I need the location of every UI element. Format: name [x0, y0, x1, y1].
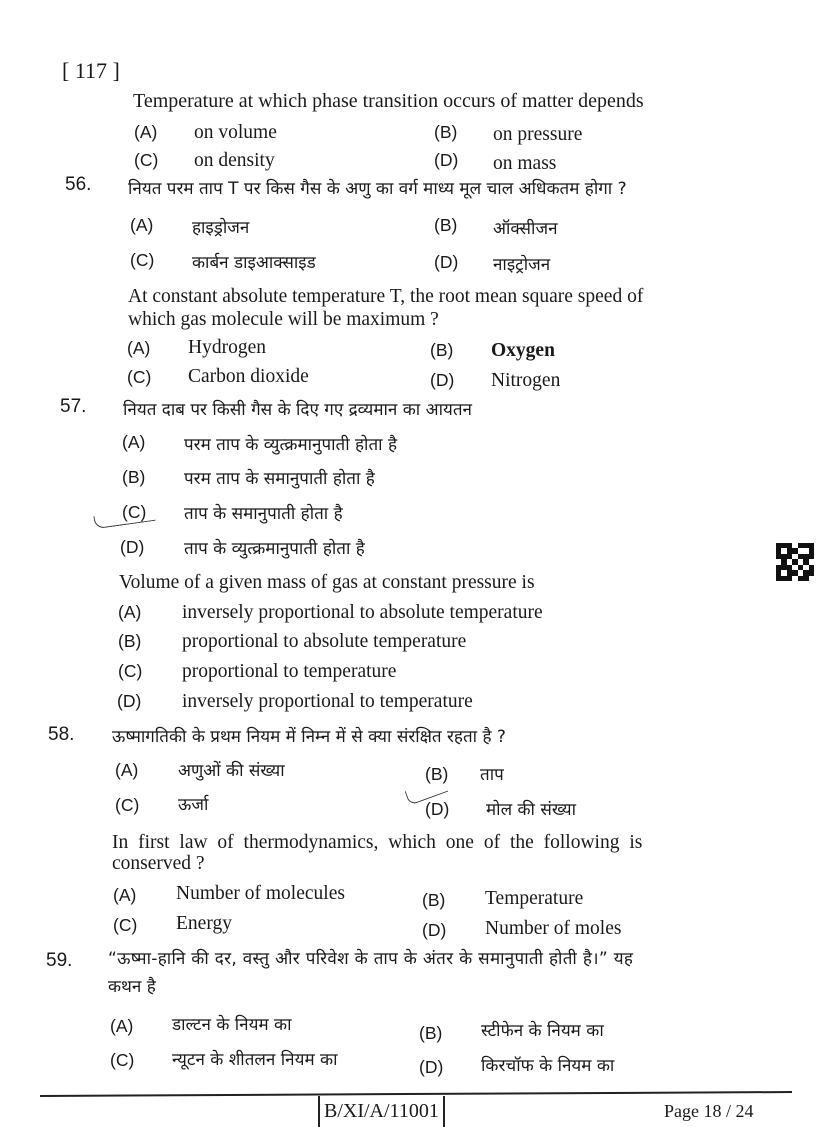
option-text: Number of moles — [485, 918, 622, 939]
option-label: (A) — [127, 338, 151, 358]
option-text: कार्बन डाइआक्साइड — [192, 253, 316, 273]
option-label: (B) — [430, 340, 454, 360]
qr-code — [776, 543, 814, 581]
option-text: proportional to absolute temperature — [182, 631, 467, 652]
option-text: Carbon dioxide — [188, 366, 309, 387]
option-text: Energy — [176, 913, 232, 934]
question-text-english: conserved ? — [112, 853, 205, 874]
option-label: (D) — [419, 1057, 444, 1077]
option-label: (B) — [118, 631, 142, 651]
option-text: स्टीफेन के नियम का — [481, 1021, 604, 1041]
option-text: ताप के समानुपाती होता है — [184, 504, 343, 524]
option-text: मोल की संख्या — [486, 800, 577, 820]
option-label: (A) — [130, 215, 154, 235]
question-text: Temperature at which phase transition occurs of matter depends — [133, 90, 644, 112]
option-label: (D) — [425, 799, 450, 819]
question-number: 56. — [65, 174, 92, 195]
option-text: परम ताप के व्युत्क्रमानुपाती होता है — [184, 435, 397, 455]
option-text: किरचॉफ के नियम का — [481, 1056, 615, 1076]
option-text: Oxygen — [491, 340, 555, 361]
option-label: (A) — [122, 432, 146, 452]
option-label: (A) — [134, 122, 158, 142]
option-text: Hydrogen — [188, 337, 266, 358]
option-label: (C) — [113, 915, 138, 935]
option-text: हाइड्रोजन — [192, 218, 250, 238]
option-label: (C) — [118, 661, 143, 681]
question-text-hindi: ऊष्मागतिकी के प्रथम नियम में निम्न में से क्या संरक्षित रहता है ? — [112, 727, 506, 747]
question-text-hindi: कथन है — [108, 977, 156, 997]
question-number: 58. — [48, 724, 75, 745]
page-reference: [ 117 ] — [62, 58, 120, 83]
question-text-hindi: “ऊष्मा-हानि की दर, वस्तु और परिवेश के ताप के अंतर के समानुपाती होती है।” यह — [108, 949, 634, 969]
question-number: 57. — [60, 396, 87, 417]
option-label: (A) — [110, 1016, 134, 1036]
option-label: (D) — [434, 150, 459, 170]
option-text: inversely proportional to temperature — [182, 691, 473, 712]
option-text: नाइट्रोजन — [493, 255, 551, 275]
option-label: (C) — [134, 150, 159, 170]
option-label: (B) — [422, 890, 446, 910]
option-label: (D) — [422, 920, 447, 940]
option-label: (C) — [110, 1050, 135, 1070]
question-text-english: In first law of thermodynamics, which one of the following is — [112, 832, 643, 853]
option-label: (B) — [122, 467, 146, 487]
option-label: (D) — [434, 252, 459, 272]
option-label: (D) — [117, 691, 142, 711]
option-text: न्यूटन के शीतलन नियम का — [172, 1050, 338, 1070]
option-text: ताप के व्युत्क्रमानुपाती होता है — [184, 539, 365, 559]
option-label: (C) — [130, 250, 155, 270]
option-text: ताप — [480, 765, 504, 785]
option-text: Temperature — [485, 888, 584, 909]
option-label: (B) — [434, 122, 458, 142]
option-text: on pressure — [493, 124, 583, 145]
option-label: (D) — [430, 370, 455, 390]
option-label: (C) — [115, 795, 140, 815]
option-label: (B) — [434, 215, 458, 235]
option-text: परम ताप के समानुपाती होता है — [184, 469, 375, 489]
option-text: on density — [194, 150, 275, 171]
question-text-hindi: नियत दाब पर किसी गैस के दिए गए द्रव्यमान का आयतन — [123, 400, 472, 420]
option-text: डाल्टन के नियम का — [172, 1015, 292, 1035]
option-label: (A) — [118, 602, 142, 622]
question-text-hindi: नियत परम ताप T पर किस गैस के अणु का वर्ग माध्य मूल चाल अधिकतम होगा ? — [128, 179, 627, 199]
question-text-english: At constant absolute temperature T, the root mean square speed of — [128, 286, 644, 307]
page-number: Page 18 / 24 — [664, 1101, 754, 1121]
option-text: inversely proportional to absolute temperature — [182, 602, 543, 623]
question-number: 59. — [46, 950, 73, 971]
option-text: Nitrogen — [491, 370, 561, 391]
option-text: proportional to temperature — [182, 661, 397, 682]
option-label: (C) — [122, 502, 147, 522]
option-label: (A) — [115, 760, 139, 780]
option-label: (B) — [425, 764, 449, 784]
option-label: (A) — [113, 885, 137, 905]
option-text: on volume — [194, 122, 277, 143]
option-label: (B) — [419, 1023, 443, 1043]
option-text: अणुओं की संख्या — [178, 761, 285, 781]
question-text-english: which gas molecule will be maximum ? — [128, 309, 439, 330]
option-label: (C) — [127, 367, 152, 387]
paper-code: B/XI/A/11001 — [318, 1096, 445, 1127]
option-label: (D) — [120, 537, 145, 557]
option-text: on mass — [493, 153, 557, 174]
option-text: ऊर्जा — [178, 795, 209, 815]
option-text: ऑक्सीजन — [493, 219, 558, 239]
pen-tick-mark — [93, 508, 155, 529]
option-text: Number of molecules — [176, 883, 345, 904]
question-text-english: Volume of a given mass of gas at constant pressure is — [119, 572, 535, 593]
